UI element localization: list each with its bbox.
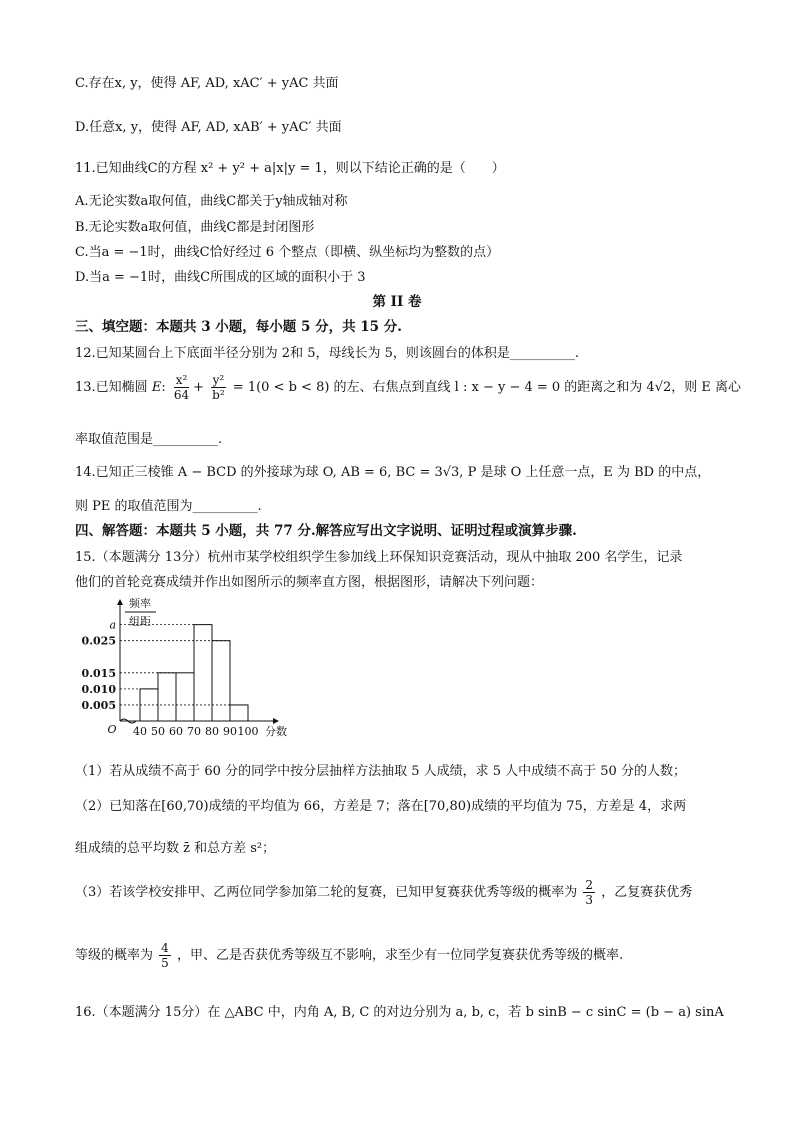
- q11-option-c: C.当a = −1时，曲线C恰好经过 6 个整点（即横、纵坐标均为整数的点）: [75, 245, 500, 260]
- origin-label: O: [107, 723, 117, 736]
- y-tick-label-1: 0.025: [81, 634, 116, 648]
- q11-option-a: A.无论实数a取何值，曲线C都关于y轴成轴对称: [75, 194, 348, 209]
- y-axis-arrow: [117, 599, 123, 605]
- q15-3-line2-lead: 等级的概率为: [75, 948, 154, 963]
- option-10c: C.存在x, y，使得 AF, AD, xAC′ + yAC 共面: [75, 76, 339, 91]
- option-10d: D.任意x, y，使得 AF, AD, xAB′ + yAC′ 共面: [75, 120, 342, 135]
- q13-lead: 13.已知椭圆: [75, 380, 148, 395]
- histogram-bar-4: [212, 641, 230, 721]
- q13-tail: = 1(0 < b < 8) 的左、右焦点到直线 l : x − y − 4 = 0 的距离之和为 4√2，则 E 离心: [232, 380, 742, 395]
- q13-frac2-num: y²: [212, 373, 225, 387]
- x-tick-label-6: 100: [237, 725, 259, 738]
- q13-fraction-y: [210, 373, 227, 402]
- q13-ellipse-letter: E: [151, 380, 162, 395]
- question-11: 11.已知曲线C的方程 x² + y² + a|x|y = 1，则以下结论正确的是（ ）: [75, 161, 505, 176]
- q11-option-d: D.当a = −1时，曲线C所围成的区域的面积小于 3: [75, 270, 366, 285]
- q13-fraction-x: [172, 373, 191, 402]
- x-axis-label: 分数: [265, 725, 287, 738]
- question-16: 16.（本题满分 15分）在 △ABC 中，内角 A, B, C 的对边分别为 a, b, c，若 b sinB − c sinC = (b − a) sinA: [75, 1005, 724, 1020]
- x-tick-label-0: 40: [133, 725, 147, 738]
- x-axis-arrow: [273, 718, 279, 724]
- q13-frac1-num: x²: [175, 373, 188, 387]
- q13-frac2-den: b²: [212, 388, 225, 402]
- x-tick-label-3: 70: [187, 725, 201, 738]
- q15-3-frac2-num: 4: [161, 941, 169, 955]
- q15-3-lead: （3）若该学校安排甲、乙两位同学参加第二轮的复赛，已知甲复赛获优秀等级的概率为: [75, 885, 578, 900]
- q15-3-frac-den: 3: [585, 893, 594, 907]
- histogram-bar-3: [194, 625, 212, 721]
- section-3-title: 三、填空题：本题共 3 小题，每小题 5 分，共 15 分.: [75, 319, 402, 335]
- x-tick-label-4: 80: [205, 725, 219, 738]
- section-4-title: 四、解答题：本题共 5 小题，共 77 分.解答应写出文字说明、证明过程或演算步骤.: [75, 523, 577, 539]
- q15-part-1: （1）若从成绩不高于 60 分的同学中按分层抽样方法抽取 5 人成绩，求 5 人中成绩不高于 50 分的人数；: [75, 764, 686, 779]
- q15-3-frac-num: 2: [585, 878, 594, 892]
- y-tick-label-0: a: [109, 618, 116, 632]
- frequency-histogram: [75, 595, 315, 745]
- q14-line-2: 则 PE 的取值范围为__________.: [75, 499, 262, 514]
- q15-part-3-line-2: [75, 941, 623, 970]
- q13-line-2: 率取值范围是__________.: [75, 432, 223, 447]
- histogram-bar-1: [158, 673, 176, 721]
- x-tick-label-5: 90: [223, 725, 237, 738]
- part-2-title: 第 II 卷: [372, 294, 422, 310]
- q15-3-fraction-yi: [159, 941, 171, 970]
- q15-3-fraction-jia: [583, 878, 595, 907]
- q11-option-b: B.无论实数a取何值，曲线C都是封闭图形: [75, 220, 315, 235]
- y-label-bottom: 组距: [129, 615, 151, 628]
- question-13: 13.已知椭圆 E: $\frac{\text{x²}}{64}$ + $\frac{\text{y²}}{\text{b²}}$ = 1(0 < b < 8) 的左、右焦点到直线 l : x − y − 4 = 0 的距离之和为 4√2，则 E 离心: [75, 373, 742, 402]
- question-14: 14.已知正三棱锥 A − BCD 的外接球为球 O, AB = 6, BC = 3√3, P 是球 O 上任意一点，E 为 BD 的中点，: [75, 465, 711, 480]
- histogram-bar-2: [176, 673, 194, 721]
- q15-part-2-line-1: （2）已知落在[60,70)成绩的平均值为 66，方差是 7；落在[70,80)成绩的平均值为 75，方差是 4，求两: [75, 799, 687, 814]
- q15-3-tail: ，乙复赛获优秀: [601, 885, 693, 900]
- question-15-line-1: 15.（本题满分 13分）杭州市某学校组织学生参加线上环保知识竞赛活动，现从中抽取 200 名学生，记录: [75, 550, 683, 565]
- y-tick-label-4: 0.005: [81, 698, 116, 712]
- q13-frac1-den: 64: [173, 388, 190, 402]
- q15-part-3-line-1: [75, 878, 692, 907]
- y-label-top: 频率: [129, 597, 151, 610]
- y-tick-label-2: 0.015: [81, 666, 116, 680]
- q15-3-line2-tail: ，甲、乙是否获优秀等级互不影响，求至少有一位同学复赛获优秀等级的概率.: [176, 948, 624, 963]
- q15-3-frac2-den: 5: [161, 956, 169, 970]
- question-15-line-2: 他们的首轮竞赛成绩并作出如图所示的频率直方图，根据图形，请解决下列问题：: [75, 575, 544, 590]
- q15-part-2-line-2: 组成绩的总平均数 z̄ 和总方差 s²；: [75, 841, 276, 856]
- y-tick-label-3: 0.010: [81, 682, 116, 696]
- question-12: 12.已知某圆台上下底面半径分别为 2和 5，母线长为 5，则该圆台的体积是__________.: [75, 346, 580, 361]
- x-tick-label-2: 60: [169, 725, 183, 738]
- x-tick-label-1: 50: [151, 725, 165, 738]
- histogram-bar-5: [230, 705, 248, 721]
